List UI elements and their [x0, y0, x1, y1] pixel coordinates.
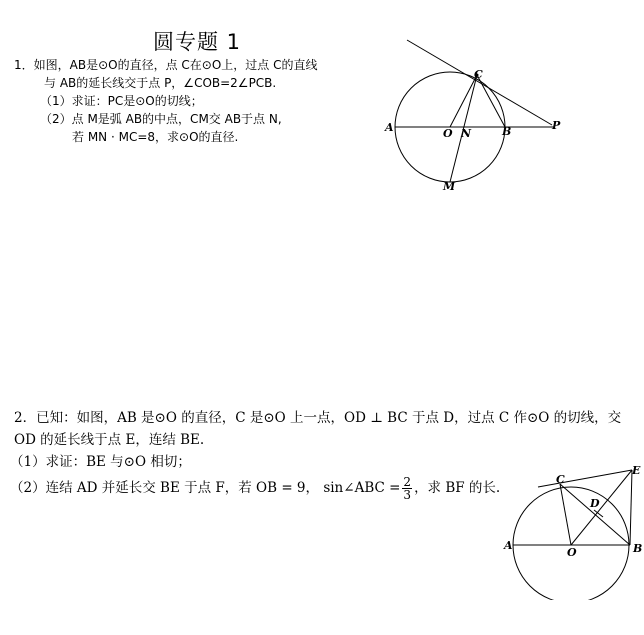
figure2-label-b: B [633, 542, 643, 555]
problem1-part1: （1）求证：PC是⊙O的切线； [40, 94, 203, 108]
figure1-tangent-line [407, 40, 552, 125]
problem2-line2: OD 的延长线于点 E，连结 BE. [14, 432, 205, 448]
figure1-label-b: B [502, 125, 512, 138]
page-title: 圆专题 1 [153, 30, 242, 54]
problem1-part2-cont: 若 MN · MC=8，求⊙O的直径. [72, 130, 239, 144]
problem2-part2 [10, 476, 500, 501]
problem2-part2-text: （2）连结 AD 并延长交 BE 于点 F，若 OB = 9， sin∠ABC = [10, 480, 401, 496]
problem2-line1: 2．已知：如图，AB 是⊙O 的直径，C 是⊙O 上一点，OD ⊥ BC 于点 D，过点 C 作⊙O 的切线，交 [14, 410, 622, 426]
figure1-label-p: P [552, 119, 561, 132]
figure1-label-a: A [385, 121, 394, 134]
figure2-label-d: D [590, 497, 600, 510]
figure1-label-o: O [443, 127, 453, 140]
figure1-segment-cb [477, 75, 505, 127]
figure1-label-n: N [461, 127, 472, 140]
figure2-tangent-ce [538, 470, 632, 487]
fraction-two-thirds [402, 476, 412, 501]
fraction-numerator: 2 [403, 475, 412, 489]
problem1-part2: （2）点 M是弧 AB的中点，CM交 AB于点 N, [40, 112, 282, 126]
figure2-label-c: C [556, 473, 565, 486]
figure2-segment-oe [571, 470, 632, 545]
figure1-label-c: C [474, 68, 483, 81]
figure2-segment-be [630, 470, 632, 545]
problem2-part2-end: ，求 BF 的长. [414, 480, 501, 496]
figure2-segment-oc [560, 484, 571, 545]
problem2-part1: （1）求证：BE 与⊙O 相切； [10, 454, 191, 470]
figure2-label-o: O [567, 546, 577, 559]
figure2-segment-cb [560, 484, 630, 545]
problem1-line1: 1．如图，AB是⊙O的直径，点 C在⊙O上，过点 C的直线 [14, 58, 318, 72]
figure2-label-a: A [504, 539, 513, 552]
figure1-diagram [380, 36, 580, 196]
fraction-denominator: 3 [403, 488, 412, 502]
figure1-segment-co [450, 75, 477, 127]
figure1-label-m: M [443, 180, 456, 193]
problem1-line2: 与 AB的延长线交于点 P，∠COB=2∠PCB. [44, 76, 277, 90]
figure2-label-e: E [632, 464, 641, 477]
figure2-diagram [498, 460, 644, 600]
